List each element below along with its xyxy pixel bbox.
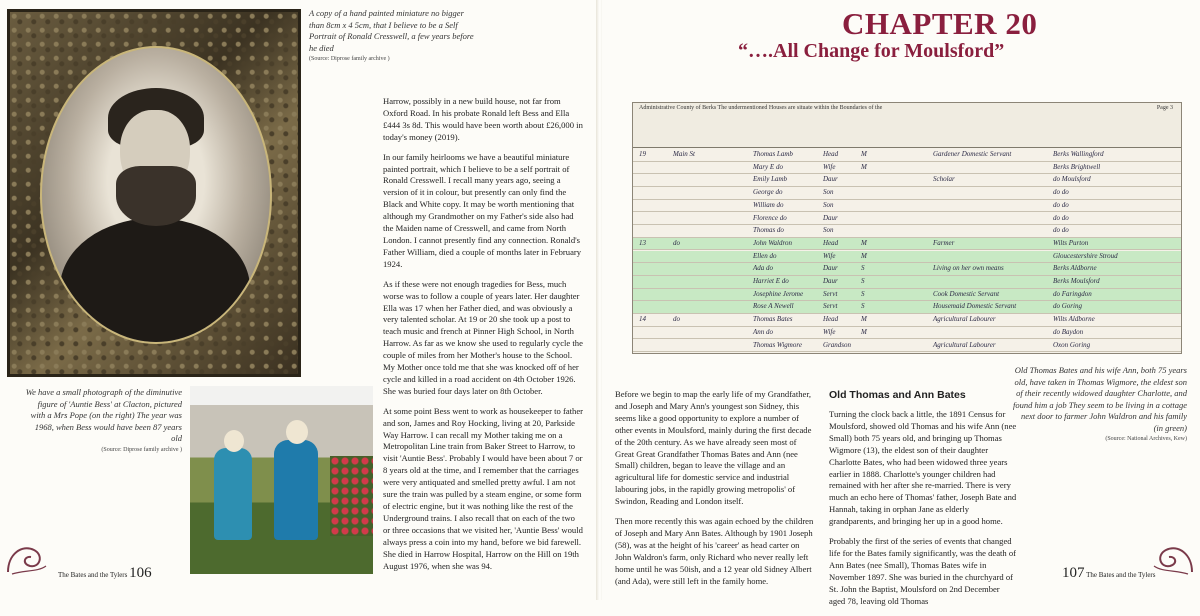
paragraph: Then more recently this was again echoed by the children of Joseph and Mary Ann Bates. Although by 1901 Joseph (58), was at the height of his 'career' as head carter on John Waldron's farm, only Richard who never really left home until he was 50ish, and a 12 year old Sidney Albert (and Ada), were still left in the family home.: [615, 516, 814, 586]
census-cell-num: 19: [639, 150, 646, 158]
census-cell-name: William do: [753, 200, 784, 209]
census-cell-cond: S: [861, 264, 865, 273]
census-cell-born: do Faringdon: [1053, 289, 1092, 298]
census-cell-name: John Waldron: [753, 238, 792, 247]
census-cell-name: Ada do: [753, 264, 774, 273]
census-cell-name: Thomas do: [753, 226, 784, 235]
census-cell-relation: Wife: [823, 251, 836, 260]
census-row: [633, 327, 1181, 340]
miniature-caption-block: [309, 8, 479, 62]
census-source: (Source: National Archives, Kew): [1105, 436, 1187, 442]
census-cell-cond: M: [861, 327, 867, 336]
paragraph: Probably the first of the series of events that changed life for the Bates family significantly, was the death of Ann Bates (nee Small), Thomas Bates wife in November 1897. She was buried in the churchyard of St. John the Baptist, Moulsford on 2nd December aged 78, leaving old Thomas: [829, 536, 1017, 606]
right-footer: [1062, 565, 1156, 582]
census-cell-relation: Daur: [823, 264, 838, 273]
miniature-source: (Source: Diprose family archive ): [309, 56, 390, 62]
census-cell-born: Gloucestershire Stroud: [1053, 251, 1118, 260]
right-column-1-text: [615, 389, 815, 596]
census-cell-name: George do: [753, 188, 783, 197]
census-page-label: Page 3: [1156, 105, 1173, 111]
census-cell-relation: Head: [823, 238, 839, 247]
miniature-portrait-frame: [7, 9, 301, 377]
census-cell-occupation: Living on her own means: [933, 264, 1004, 273]
census-cell-street: Main St: [673, 150, 695, 158]
paragraph: Harrow, possibly in a new build house, not far from Oxford Road. In his probate Ronald left Bess and Ella £444 3s 8d. This would have been worth about £26,000 in today's money (2019).: [383, 96, 583, 142]
census-cell-born: Berks Brightwell: [1053, 162, 1101, 171]
photo-caption: We have a small photograph of the diminutive figure of 'Auntie Bess' at Clacton, pictured with a Mrs Pope (on the right) The year was 1968, when Bess would have been 87 years old: [25, 387, 182, 443]
photo-source: (Source: Diprose family archive ): [101, 446, 182, 453]
footer-title: The Bates and the Tylers: [1086, 571, 1156, 579]
census-cell-occupation: Gardener Domestic Servant: [933, 150, 1012, 158]
left-column-text: [383, 96, 583, 580]
census-cell-relation: Head: [823, 150, 839, 158]
census-cell-relation: Son: [823, 188, 834, 197]
census-cell-relation: Son: [823, 226, 834, 235]
census-cell-relation: Servt: [823, 302, 838, 311]
census-row: [633, 149, 1181, 162]
left-footer: [58, 565, 152, 582]
census-cell-born: Wilts Purton: [1053, 238, 1089, 247]
census-row: [633, 340, 1181, 353]
census-record-image: [632, 102, 1182, 354]
census-cell-born: do do: [1053, 226, 1069, 235]
paragraph: Before we begin to map the early life of my Grandfather, and Joseph and Mary Ann's youngest son Sidney, this seems like a good opportunity to explore a number of other events in Moulsford, mainly during the first decade of the 20th century. As we have already seen most of Great Great Grandfather Thomas Bates and Ann (nee Small) children, began to leave the village and an agricultural life for domestic service and industrial labouring jobs, in the rapidly growing metropolis' of Swindon, Reading and London itself.: [615, 389, 812, 507]
census-row: [633, 162, 1181, 175]
page-number: 107: [1062, 565, 1085, 581]
census-cell-name: Rose A Newell: [753, 302, 794, 311]
census-cell-name: Thomas Bates: [753, 315, 793, 324]
census-cell-relation: Grandson: [823, 340, 852, 349]
chapter-title: CHAPTER 20: [842, 6, 1038, 41]
chapter-subtitle: “….All Change for Moulsford”: [738, 40, 1005, 62]
census-cell-num: 14: [639, 315, 646, 324]
census-row: [633, 314, 1181, 327]
census-row: [633, 200, 1181, 213]
census-cell-cond: M: [861, 238, 867, 247]
miniature-caption: A copy of a hand painted miniature no bigger than 8cm x 4 5cm, that I believe to be a Self Portrait of Ronald Cresswell, a few years before he died: [309, 8, 474, 53]
census-cell-name: Florence do: [753, 213, 787, 222]
census-cell-relation: Servt: [823, 289, 838, 298]
census-cell-cond: M: [861, 251, 867, 260]
census-row: [633, 225, 1181, 238]
census-cell-relation: Son: [823, 200, 834, 209]
page-number: 106: [129, 565, 152, 581]
census-cell-born: Wilts Aldborne: [1053, 315, 1095, 324]
photo-caption-block: [22, 387, 182, 453]
census-header: [633, 103, 1181, 148]
census-cell-name: Mary E do: [753, 162, 783, 171]
census-cell-cond: M: [861, 150, 867, 158]
census-cell-cond: M: [861, 162, 867, 171]
right-column-2-text: [829, 409, 1017, 616]
census-cell-born: do do: [1053, 200, 1069, 209]
census-cell-born: Berks Aldborne: [1053, 264, 1097, 273]
census-cell-occupation: Agricultural Labourer: [933, 340, 996, 349]
census-cell-occupation: Housemaid Domestic Servant: [933, 302, 1017, 311]
ornament-swirl-icon: [4, 536, 48, 576]
paragraph: As if these were not enough tragedies for Bess, much worse was to follow a couple of years later. Her daughter Ella was 17 when her Father died, and was obviously a very talented scholar. At 19 or 20 she took up a post to teach music and french at Pinner High School, in North Harrow. As far as we know she used to regularly cycle the couple of miles from her Mother's house to the School. My Mother once told me that she was knocked off of her cycle and killed in a road accident on 4th October 1926. She was buried four days later on 8th October.: [383, 278, 583, 396]
ornament-swirl-icon: [1152, 536, 1196, 576]
footer-title: The Bates and the Tylers: [58, 571, 128, 579]
census-cell-born: do Goring: [1053, 302, 1082, 311]
census-cell-cond: S: [861, 277, 865, 285]
census-cell-cond: M: [861, 315, 867, 324]
census-row: [633, 301, 1181, 314]
census-row: [633, 251, 1181, 264]
census-row: [633, 263, 1181, 276]
census-row: [633, 289, 1181, 302]
census-cell-street: do: [673, 238, 680, 247]
section-heading: Old Thomas and Ann Bates: [829, 389, 966, 401]
census-cell-born: do do: [1053, 188, 1069, 197]
auntie-bess-photo: [190, 386, 373, 574]
census-cell-relation: Wife: [823, 327, 836, 336]
census-cell-relation: Wife: [823, 162, 836, 171]
census-cell-num: 13: [639, 238, 646, 247]
census-cell-relation: Daur: [823, 277, 838, 285]
paragraph: At some point Bess went to work as housekeeper to father and son, James and Roy Hocking, living at 20, Parkside Way Harrow. I can recall my Mother taking me on a Metropolitan Line train from Baker Street to Harrow, to visit 'Auntie Bess'. Probably I would have been about 7 or 8 years old at the time, and I remember that the carriages were very antiquated and smelled pretty awful. I am not sure the train was pulled by a steam engine, or some form of electric engine, but it was nothing like the rest of the Underground trains. I also recall that on each of the two or three occasions that we visited her, 'Auntie Bess' would always press a coin into my hand, before we bid farewell. She died in Harrow Hospital, Harrow on the Hill on 19th August 1976, when she was 94.: [383, 405, 583, 571]
census-row: [633, 238, 1181, 251]
census-cell-name: Thomas Lamb: [753, 150, 793, 158]
census-cell-name: Ann do: [753, 327, 774, 336]
census-cell-cond: S: [861, 289, 865, 298]
census-row: [633, 187, 1181, 200]
census-cell-born: do do: [1053, 213, 1069, 222]
census-cell-occupation: Cook Domestic Servant: [933, 289, 1000, 298]
census-row: [633, 174, 1181, 187]
census-cell-born: Berks Moulsford: [1053, 277, 1100, 285]
census-cell-name: Harriet E do: [753, 277, 789, 285]
census-cell-name: Josephine Jerome: [753, 289, 804, 298]
census-cell-street: do: [673, 315, 680, 324]
census-header-line: Administrative County of Berks The undermentioned Houses are situate within the Boundaries of the: [639, 105, 883, 111]
paragraph: In our family heirlooms we have a beautiful miniature painted portrait, which I believe to be a self portrait of Ronald Cresswell. I recall many years ago, seeing a version of it in colour, but presently can only find the Black and White copy. It may be worth mentioning that although my Grandmother on my Father's side also had the Maiden name of Cresswell, and came from North London. I cannot presently find any connection. Ronald's Father William, died a couple of months later in February 1924.: [383, 151, 582, 269]
census-cell-occupation: Farmer: [933, 238, 955, 247]
census-cell-born: do Moulsford: [1053, 175, 1091, 184]
census-cell-cond: S: [861, 302, 865, 311]
census-cell-born: Berks Wallingford: [1053, 150, 1104, 158]
census-row: [633, 276, 1181, 289]
census-cell-born: Oxon Goring: [1053, 340, 1091, 349]
census-caption-block: [1012, 365, 1187, 442]
census-cell-name: Emily Lamb: [753, 175, 788, 184]
census-cell-occupation: Agricultural Labourer: [933, 315, 996, 324]
census-cell-name: Thomas Wigmore: [753, 340, 802, 349]
census-cell-born: do Baydon: [1053, 327, 1084, 336]
census-caption: Old Thomas Bates and his wife Ann, both 75 years old, have taken in Thomas Wigmore, the eldest son of their recently widowed daughter Charlotte, and found him a job They seem to be living in a cottage next door to farmer John Waldron and his family (in green): [1013, 365, 1187, 433]
census-cell-occupation: Scholar: [933, 175, 955, 184]
left-page: [0, 0, 598, 600]
census-row: [633, 213, 1181, 226]
census-cell-name: Ellen do: [753, 251, 777, 260]
miniature-portrait-image: [40, 46, 272, 344]
census-cell-relation: Daur: [823, 175, 838, 184]
census-cell-relation: Daur: [823, 213, 838, 222]
paragraph: Turning the clock back a little, the 1891 Census for Moulsford, showed old Thomas and his wife Ann (nee Small) both 75 years old, and bringing up Thomas Wigmore (13), the eldest son of their daughter Charlotte Bates, who had been widowed three years earlier in 1888. Charlotte's younger children had remained with her after she re-married. There is very much an echo here of Thomas' father, Joseph Bate and Hannah, taking in orphan Jane as elderly grandparents, and bringing her up in a good home.: [829, 409, 1017, 527]
census-cell-relation: Head: [823, 315, 839, 324]
